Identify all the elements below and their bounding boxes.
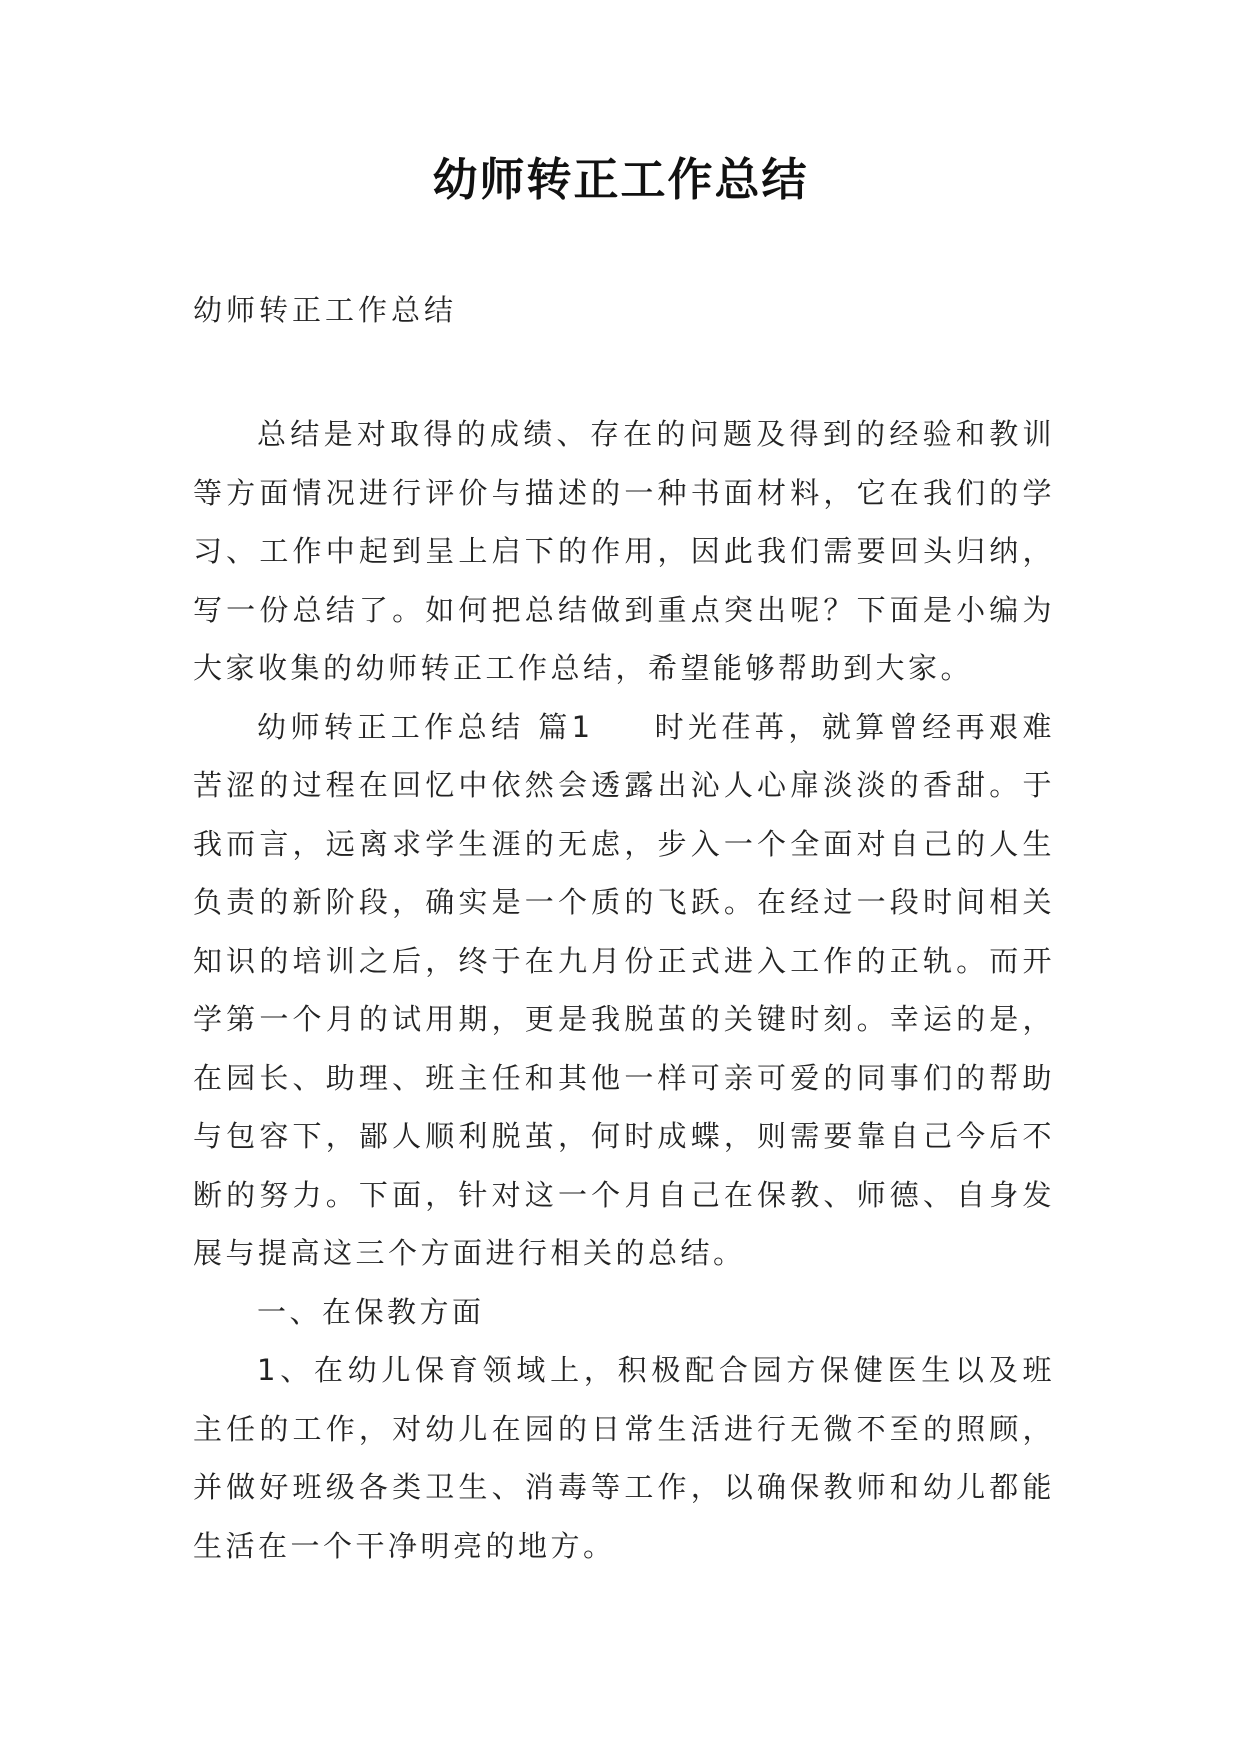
article-body-text: 时光荏苒，就算曾经再艰难苦涩的过程在回忆中依然会透露出沁人心扉淡淡的香甜。于我而言，远离求学生涯的无虑，步入一个全面对自己的人生负责的新阶段，确实是一个质的飞跃。在经过一段时间相关知识的培训之后，终于在九月份正式进入工作的正轨。而开学第一个月的试用期，更是我脱茧的关键时刻。幸运的是，在园长、助理、班主任和其他一样可亲可爱的同事们的帮助与包容下，鄙人顺利脱茧，何时成蝶，则需要靠自己今后不断的努力。下面，针对这一个月自己在保教、师德、自身发展与提高这三个方面进行相关的总结。 (193, 709, 1055, 1270)
section-item-paragraph: 1、在幼儿保育领域上，积极配合园方保健医生以及班主任的工作，对幼儿在园的日常生活进行无微不至的照顾，并做好班级各类卫生、消毒等工作，以确保教师和幼儿都能生活在一个干净明亮的地方。 (193, 1353, 1055, 1563)
section-heading: 一、在保教方面 (257, 1294, 485, 1329)
intro-paragraph: 总结是对取得的成绩、存在的问题及得到的经验和教训等方面情况进行评价与描述的一种书面材料，它在我们的学习、工作中起到呈上启下的作用，因此我们需要回头归纳，写一份总结了。如何把总结做到重点突出呢？下面是小编为大家收集的幼师转正工作总结，希望能够帮助到大家。 (193, 417, 1055, 685)
article-paragraph (193, 698, 1055, 1283)
document-subtitle: 幼师转正工作总结 (193, 293, 458, 327)
document-title: 幼师转正工作总结 (432, 153, 809, 206)
article-heading: 幼师转正工作总结 篇1 (257, 709, 594, 744)
document-body (193, 405, 1055, 1575)
